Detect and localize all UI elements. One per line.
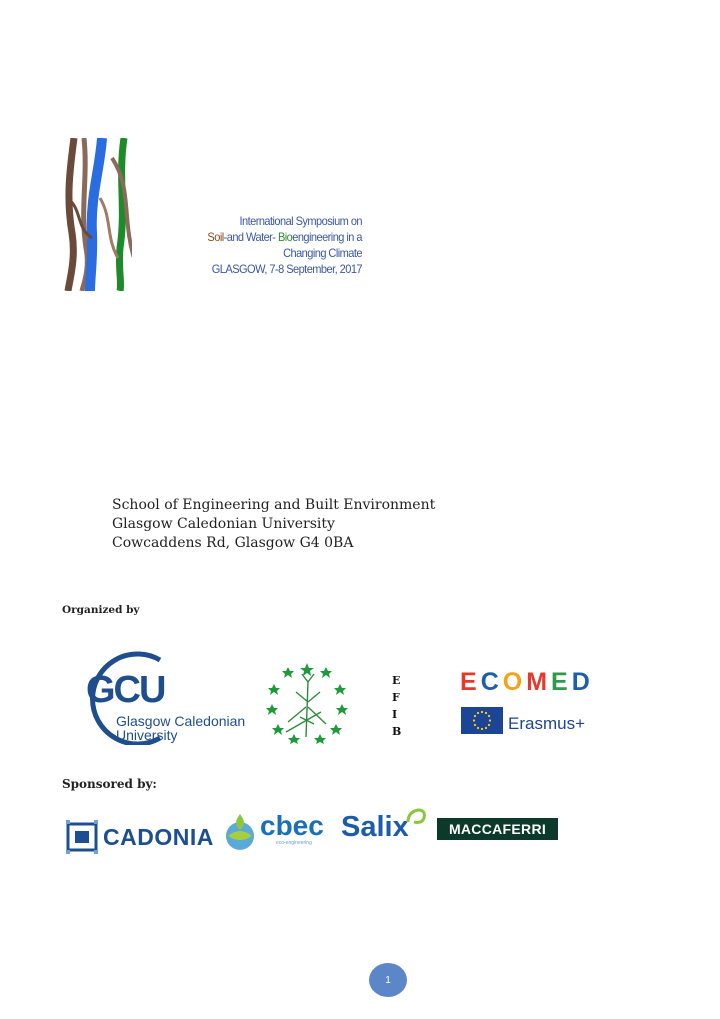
engineering-text: engineering in a [292,230,362,244]
efib-letters [392,672,401,740]
maccaferri-logo: MACCAFERRI [437,818,558,840]
efib-letter-i: I [392,708,398,721]
salix-name: Salix [341,811,409,843]
ecomed-letter: M [526,668,552,696]
cbec-subtitle: eco-engineering [276,840,312,846]
organized-by-label: Organized by [62,604,140,616]
efib-letter-f: F [392,691,400,704]
gcu-logo [82,650,252,745]
gcu-abbr: GCU [86,669,165,711]
ecomed-logo [460,668,594,696]
water-text: -and Water- [223,230,278,244]
efib-letter-e: E [392,674,401,687]
gcu-name-line1: Glasgow Caledonian [116,713,246,729]
ecomed-letter: O [502,668,527,696]
eu-flag-icon [461,707,503,734]
ecomed-letter: E [460,668,481,696]
page-number-badge: 1 [369,963,407,997]
symposium-title [167,213,362,277]
ecomed-letter: D [571,668,594,696]
cbec-name: cbec [260,810,324,841]
address-block [112,496,435,553]
ecomed-letter: C [480,668,503,696]
gcu-name-line2: University [116,727,178,743]
bio-text: Bio [277,230,293,244]
address-line1: School of Engineering and Built Environment [112,497,436,513]
ecomed-letter: E [551,668,572,696]
symposium-line3: Changing Climate [283,246,362,260]
address-line2: Glasgow Caledonian University [112,516,335,532]
cadonia-name: CADONIA [103,824,214,850]
efib-letter-b: B [392,725,402,738]
symposium-line1: International Symposium on [239,214,362,228]
soil-rest: oil [214,230,224,244]
erasmus-label: Erasmus+ [508,714,585,733]
soil-initial: S [207,230,215,244]
sponsored-by-label: Sponsored by: [62,777,157,791]
efib-tree-logo [266,662,348,744]
symposium-roots-logo [62,138,132,291]
symposium-line4: GLASGOW, 7-8 September, 2017 [211,262,362,276]
symposium-line2 [167,229,362,245]
salix-leaf-icon [404,808,428,828]
address-line3: Cowcaddens Rd, Glasgow G4 0BA [112,535,354,551]
